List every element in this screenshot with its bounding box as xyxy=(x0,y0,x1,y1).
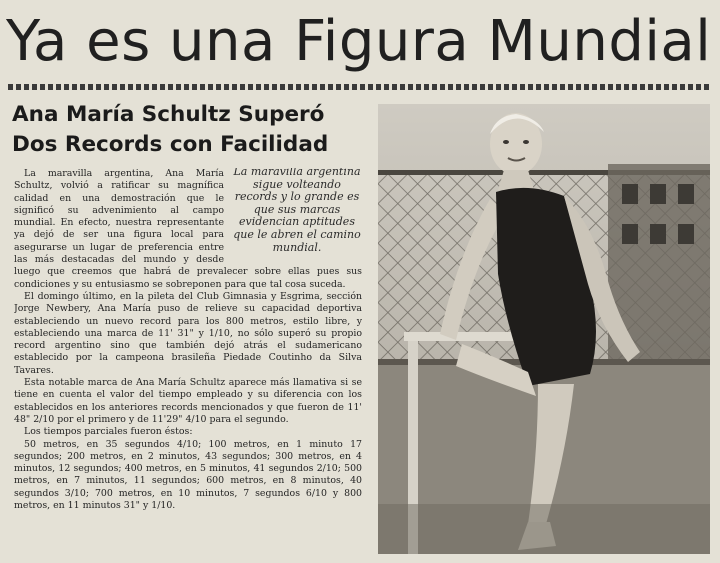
subheadline xyxy=(12,100,362,160)
swimmer-photo-illustration xyxy=(378,104,710,554)
subheadline-line-1: Ana María Schultz Superó xyxy=(12,102,325,127)
article-paragraph-1: La maravilla argentina, Ana María Schultz, volvió a ratificar su magnífica calidad en una demostración que le significó su advenimiento al campo mundial. En efecto, nuestra representante ya dejó de ser una figura local para asegurarse un lugar de preferencia entre las más destacadas del mundo y desde luego que creemos que habrá de prevalecer sobre ellas pues sus condiciones y su entusiasmo se sobreponen para que tal cosa suceda. xyxy=(14,168,362,290)
article-paragraph-4: Los tiempos parciales fueron éstos: xyxy=(24,426,193,438)
decorative-rule xyxy=(8,84,712,90)
article-body xyxy=(14,168,362,560)
headline: Ya es una Figura Mundial xyxy=(6,9,712,74)
article-paragraph-3: Esta notable marca de Ana María Schultz aparece más llamativa si se tiene en cuenta el valor del tiempo empleado y su diferencia con los establecidos en los anteriores records mencionados y que fueron de 11' 48" 2/10 por el primero y de 11'29" 4/10 para el segundo. xyxy=(14,377,362,425)
article-paragraph-5: 50 metros, en 35 segundos 4/10; 100 metros, en 1 minuto 17 segundos; 200 metros, en 2 minutos, 43 segundos; 300 metros, en 4 minutos, 12 segundos; 400 metros, en 5 minutos, 41 segundos 2/10; 500 metros, en 7 minutos, 11 segundos; 600 metros, en 8 minutos, 40 segundos 3/10; 700 metros, en 10 minutos, 7 segundos 6/10 y 800 metros, en 11 minutos 31" y 1/10. xyxy=(14,438,362,512)
subheadline-line-2: Dos Records con Facilidad xyxy=(12,132,329,157)
swimmer-photo xyxy=(378,104,710,554)
pull-quote: La maravilla argentina sigue volteando records y lo grande es que sus marcas evidencian aptitudes que le abren el camino mundial. xyxy=(233,168,361,254)
article-paragraph-2: El domingo último, en la pileta del Club Gimnasia y Esgrima, sección Jorge Newbery, Ana María puso de relieve su capacidad deportiva estableciendo un nuevo record para los 800 metros, estilo libre, y estableciendo una marca de 11' 31" y 1/10, no sólo superó su propio record argentino sino que también dejó atrás el sudamericano establecido por la campeona brasileña Piedade Coutinho da Silva Tavares. xyxy=(14,290,362,376)
